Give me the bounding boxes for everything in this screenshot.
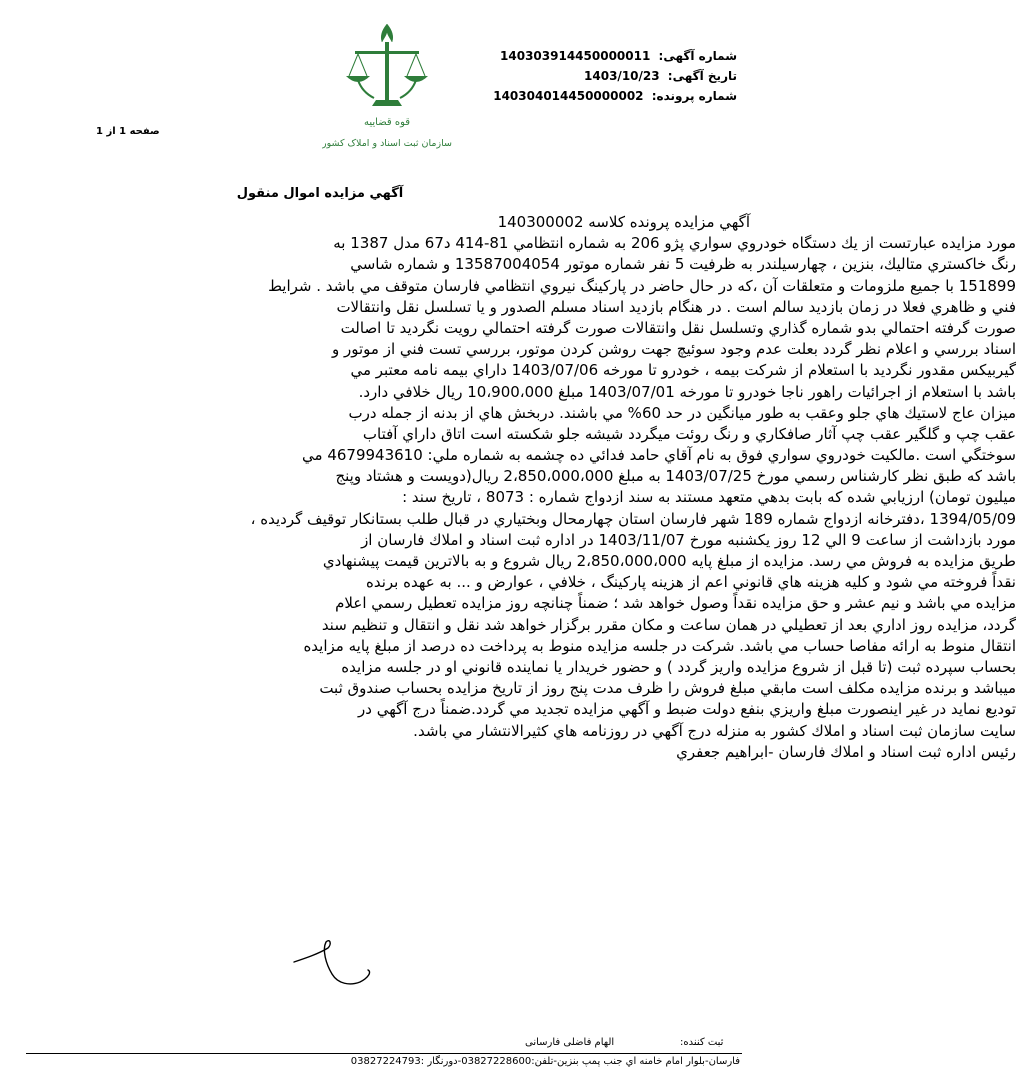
body-line: ميليون تومان) ارزيابي شده كه بابت بدهي متعهد مستند به سند ازدواج شماره : 8073 ، تاريخ سند :	[402, 488, 1016, 507]
notice-date-label: تاریخ آگهی:	[667, 69, 737, 83]
file-number-label: شماره پرونده:	[651, 89, 737, 103]
body-line: ميزان عاج لاستيك هاي جلو وعقب به طور ميانگين در حد 60% مي باشند. دربخش هاي از بدنه از جمله درب	[348, 403, 1016, 422]
footer-divider	[26, 1053, 742, 1054]
notice-number-value: 140303914450000011	[500, 49, 651, 63]
emblem-text-organization: سازمان ثبت اسناد و املاک کشور	[322, 138, 452, 149]
registrar-name: الهام فاضلی فارسانی	[525, 1037, 615, 1048]
body-line: 151899 با جميع ملزومات و متعلقات آن ،كه در حال حاضر در پاركينگ نيروي انتظامي فارسان متوقف مي باشد . شرايط	[268, 276, 1016, 295]
document-title: آگهي مزايده اموال منقول	[236, 186, 404, 201]
body-line: انتقال منوط به ارائه مفاصا حساب مي باشد. شركت در جلسه مزايده منوط به پرداخت ده درصد از مبلغ پايه مزايده	[303, 636, 1016, 655]
office-address: فارسان-بلوار امام خامنه اي جنب پمپ بنزين-تلفن:03827228600-دورنگار :03827224793	[350, 1056, 740, 1067]
signatory-line: رئيس اداره ثبت اسناد و املاك فارسان -ابراهيم جعفري	[676, 742, 1016, 761]
body-line: آگهي مزايده پرونده كلاسه 140300002	[497, 213, 750, 231]
notice-date-row	[477, 66, 737, 86]
body-line: 1394/05/09 ،دفترخانه ازدواج شماره 189 شهر فارسان استان چهارمحال وبختياري در قبال طلب بستانكار توقيف گرديده ،	[250, 509, 1016, 528]
body-line: مورد بازداشت از ساعت 9 الي 12 روز يكشنبه مورخ 1403/11/07 در اداره ثبت اسناد و املاك فارسان از	[361, 530, 1016, 549]
body-line: صورت گرفته احتمالي بدو شماره گذاري وتسلسل نقل وانتقالات صورت گرفته احتمالي رويت نگرديد تا اصالت	[340, 318, 1016, 337]
body-line: مورد مزايده عبارتست از يك دستگاه خودروي سواري پژو 206 به شماره انتظامي 81-414 د67 مدل 1387 به	[333, 234, 1016, 253]
notice-number-label: شماره آگهی:	[658, 49, 737, 63]
handwritten-signature	[292, 930, 392, 992]
file-number-row	[477, 86, 737, 106]
body-line: طريق مزايده به فروش مي رسد. مزايده از مبلغ پايه 2،850،000،000 ريال شروع و به بالاترين قيمت پيشنهادي	[322, 552, 1016, 570]
body-line: توديع نمايد در غير اينصورت مبلغ واريزي بنفع دولت ضبط و آگهي مزايده تجديد مي گردد.ضمناً درج آگهي در	[358, 700, 1016, 719]
body-line: رنگ خاكستري متاليك، بنزين ، چهارسيلندر به ظرفيت 5 نفر شماره موتور 13587004054 و شماره شاسي	[350, 255, 1016, 274]
body-line: باشد با استعلام از اجرائيات راهور ناجا خودرو تا مورخه 1403/07/01 مبلغ 10،900،000 ريال خلافي دارد.	[358, 382, 1016, 401]
body-line: عقب چپ و گلگير عقب چپ آثار صافكاري و رنگ روئت ميگردد شيشه جلو شكسته است اتاق داراي آفتاب	[362, 424, 1016, 443]
notice-metadata	[477, 46, 737, 106]
body-line: گردد، مزايده روز اداري بعد از تعطيلي در همان ساعت و مكان مقرر برگزار خواهد شد نقل و انتقال و تنظيم سند	[321, 615, 1016, 634]
body-line: نقداً فروخته مي شود و كليه هزينه هاي قانوني اعم از هزينه پاركينگ ، خلافي ، عوارض و ... به عهده برنده	[365, 573, 1016, 592]
body-line: بحساب سپرده ثبت (تا قبل از شروع مزايده واريز گردد ) و حضور خريدار يا نماينده قانوني او در جلسه مزايده	[341, 657, 1016, 676]
body-line: اسناد بررسي و اعلام نظر گردد بعلت عدم وجود سوئيچ جهت روشن كردن موتور، بررسي تست فني از موتور و	[331, 340, 1016, 359]
body-line: سوختگي است .مالكيت خودروي سواري فوق به نام آقاي حامد فدائي ده چشمه به شماره ملي: 4679943610 مي	[302, 446, 1016, 465]
registrar-label: ثبت کننده:	[680, 1037, 724, 1048]
body-line: باشد كه طبق نظر كارشناس رسمي مورخ 1403/07/25 به مبلغ 2،850،000،000 ريال(دويست و هشتاد وپنج	[335, 467, 1016, 486]
page-indicator: صفحه 1 از 1	[96, 126, 160, 137]
body-line: فني و ظاهري فعلا در زمان بازديد سالم است . در هنگام بازديد اسناد مسلم الصدور و يا تسلسل نقل وانتقالات	[336, 297, 1016, 316]
notice-date-value: 1403/10/23	[584, 69, 660, 83]
body-line: گيربيكس مقدور نگرديد با استعلام از شركت بيمه ، خودرو تا مورخه 1403/07/06 داراي بيمه نامه معتبر مي	[350, 361, 1016, 380]
document-body	[6, 212, 1016, 763]
notice-number-row	[477, 46, 737, 66]
body-line: سايت سازمان ثبت اسناد و املاك كشور به منزله درج آگهي در روزنامه هاي كثيرالانتشار مي باشد.	[413, 721, 1016, 740]
body-line: مزايده مي باشد و نيم عشر و حق مزايده نقداً وصول خواهد شد ؛ ضمناً چنانچه روز مزايده تعطيل رسمي اعلام	[335, 594, 1016, 613]
judiciary-emblem-logo	[322, 18, 452, 158]
body-line: ميباشد و برنده مزايده مكلف است مابقي مبلغ فروش را ظرف مدت پنج روز از تاريخ مزايده بحساب صندوق ثبت	[319, 679, 1016, 698]
file-number-value: 140304014450000002	[493, 89, 644, 103]
emblem-text-judiciary: قوه قضاییه	[363, 117, 411, 128]
